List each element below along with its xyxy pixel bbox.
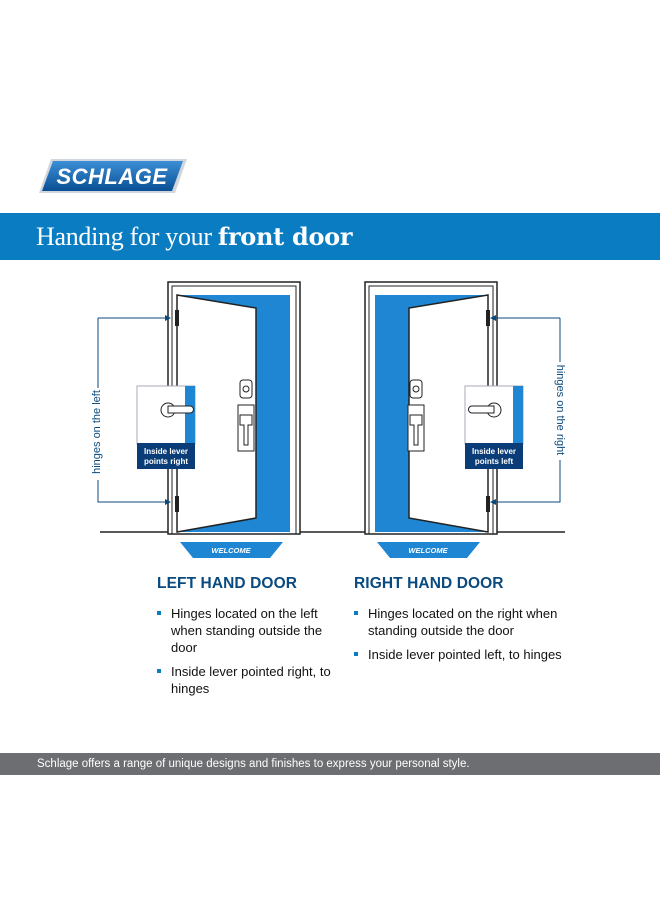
list-item-text: Inside lever pointed left, to hinges [368,647,562,662]
left-box-label-1: Inside lever [143,447,189,456]
page-title [36,221,352,252]
title-bold: front door [217,222,353,251]
bullet-icon [157,669,161,673]
right-door-diagram [365,282,560,558]
right-side-label: hinges on the right [554,364,566,456]
list-item [157,605,342,656]
right-hand-door-section [354,575,564,670]
left-hand-door-heading: LEFT HAND DOOR [157,575,298,592]
right-hinge-top [486,310,490,326]
left-door-diagram [98,282,300,558]
footer-bar [0,753,660,775]
left-inside-lever-box [137,386,195,469]
right-box-label-2: points left [474,457,514,466]
left-box-label-2: points right [144,457,188,466]
logo-text: SCHLAGE [56,164,168,189]
right-hand-door-list [354,605,564,663]
left-mat-text: WELCOME [211,546,251,555]
right-hand-door-heading: RIGHT HAND DOOR [354,575,504,592]
left-side-label: hinges on the left [91,390,103,474]
right-mat-text: WELCOME [408,546,448,555]
left-hand-door-section [157,575,342,704]
list-item-text: Inside lever pointed right, to hinges [171,664,331,696]
right-exterior-handleset [408,380,424,451]
footer-text: Schlage offers a range of unique designs and finishes to express your personal style. [37,758,470,770]
list-item [354,646,564,663]
left-hinge-top [175,310,179,326]
right-box-label-1: Inside lever [471,447,517,456]
title-light: Handing for your [36,222,218,251]
left-exterior-handleset [238,380,254,451]
bullet-icon [354,611,358,615]
bullet-icon [354,652,358,656]
right-hinge-bottom [486,496,490,512]
schlage-logo [37,157,189,195]
registered-mark: ® [179,183,185,190]
left-hinge-bottom [175,496,179,512]
title-banner [0,213,660,260]
bullet-icon [157,611,161,615]
list-item [354,605,564,639]
right-inside-lever-box [465,386,523,469]
list-item-text: Hinges located on the left when standing outside the door [171,606,323,655]
list-item [157,663,342,697]
list-item-text: Hinges located on the right when standing outside the door [368,606,558,638]
left-hand-door-list [157,605,342,697]
door-handing-illustration [0,270,660,570]
